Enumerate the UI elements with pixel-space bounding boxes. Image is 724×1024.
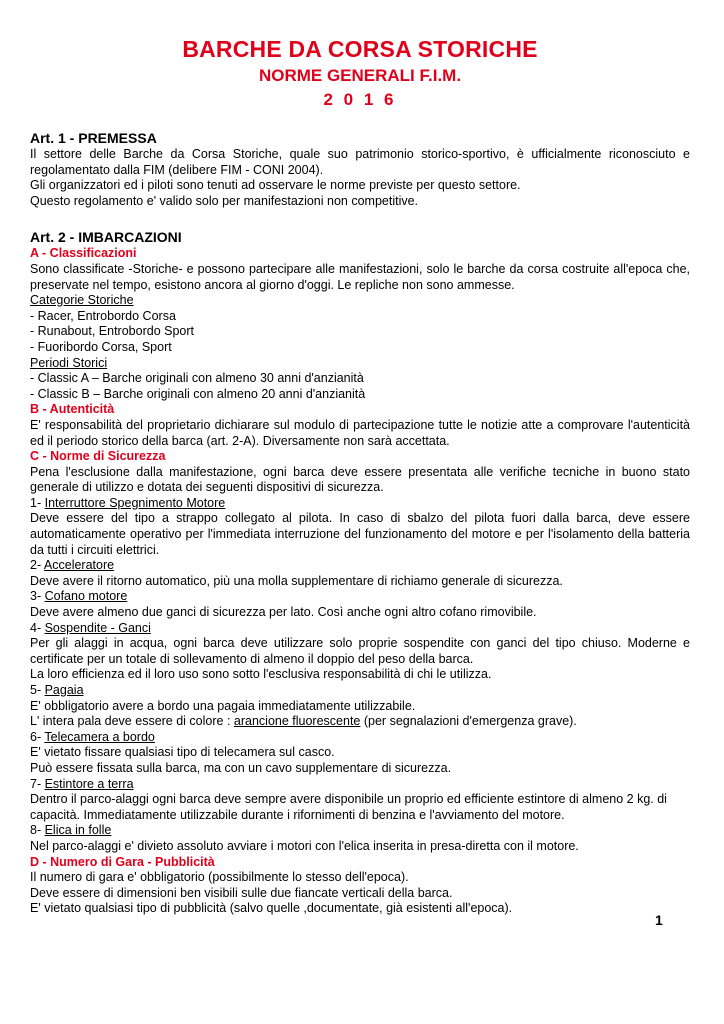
safety-item-title: 8- Elica in folle — [30, 823, 112, 838]
engine-cover-title: Cofano motore — [44, 589, 128, 604]
subsection-a-paragraph: Sono classificate -Storiche- e possono partecipare alle manifestazioni, solo le barche da corsa costruite all'epoca che, preservate nel tempo, esistono ancora al giorno d'oggi. Le repliche non sono ammesse. — [30, 261, 690, 292]
subsection-d-heading: D - Numero di Gara - Pubblicità — [30, 854, 215, 869]
subsection-c-heading: C - Norme di Sicurezza — [30, 449, 166, 464]
onboard-camera-title: Telecamera a bordo — [44, 729, 155, 744]
subsection-d-paragraph: Deve essere di dimensioni ben visibili sulle due fiancate verticali della barca. — [30, 885, 453, 900]
document-title: BARCHE DA CORSA STORICHE — [182, 36, 538, 62]
periods-title: Periodi Storici — [30, 355, 108, 370]
art2-heading: Art. 2 - IMBARCAZIONI — [30, 229, 182, 246]
art1-paragraph: Il settore delle Barche da Corsa Storiche, quale suo patrimonio storico-sportivo, è ufficialmente riconosciuto e regolamentato dalla FIM (delibere FIM - CONI 2004). — [30, 147, 690, 177]
category-item: - Runabout, Entrobordo Sport — [30, 324, 194, 339]
paddle-title: Pagaia — [44, 683, 84, 697]
safety-item-title: 7- Estintore a terra — [30, 776, 134, 791]
subsection-a-heading: A - Classificazioni — [30, 246, 137, 261]
category-item: - Fuoribordo Corsa, Sport — [30, 339, 172, 354]
categories-title: Categorie Storiche — [30, 293, 134, 308]
safety-item-title: 4- Sospendite - Ganci — [30, 620, 151, 635]
safety-item-text: Per gli alaggi in acqua, ogni barca deve utilizzare solo proprie sospendite con ganci del tipo chiuso. Moderne e certificate per un totale di sollevamento di almeno il doppio del peso della barca. — [30, 636, 690, 666]
safety-item-text: E' obbligatorio avere a bordo una pagaia immediatamente utilizzabile. — [30, 698, 416, 713]
safety-item-text: Può essere fissata sulla barca, ma con un cavo supplementare di sicurezza. — [30, 760, 452, 775]
art1-heading: Art. 1 - PREMESSA — [30, 130, 157, 146]
section-art1 — [30, 130, 690, 209]
safety-item-text: La loro efficienza ed il loro uso sono sotto l'esclusiva responsabilità di chi le utilizza. — [30, 667, 492, 682]
safety-item-text: Nel parco-alaggi e' divieto assoluto avviare i motori con l'elica inserita in presa-diretta con il motore. — [30, 838, 579, 853]
safety-item-text: Deve avere il ritorno automatico, più una molla supplementare di richiamo generale di sicurezza. — [30, 573, 563, 588]
safety-item-text: L' intera pala deve essere di colore : arancione fluorescente (per segnalazioni d'emergenza grave). — [30, 714, 577, 729]
safety-item-title: 5- Pagaia — [30, 683, 84, 697]
safety-item-title: 3- Cofano motore — [30, 589, 128, 604]
period-item: - Classic A – Barche originali con almeno 30 anni d'anzianità — [30, 371, 364, 386]
period-item: - Classic B – Barche originali con almeno 20 anni d'anzianità — [30, 386, 366, 401]
page-number: 1 — [655, 912, 663, 928]
subsection-b-paragraph: E' responsabilità del proprietario dichiarare sul modulo di partecipazione tutte le notizie atte a comprovare l'autenticità ed il periodo storico della barca (art. 2-A). Diversamente non sarà accettata. — [30, 417, 690, 448]
subsection-b-heading: B - Autenticità — [30, 402, 115, 417]
category-item: - Racer, Entrobordo Corsa — [30, 308, 176, 323]
safety-item-title: 1- Interruttore Spegnimento Motore — [30, 495, 226, 510]
safety-item-text: Dentro il parco-alaggi ogni barca deve sempre avere disponibile un proprio ed efficiente estintore di almeno 2 kg. di capacità. Immediatamente utilizzabile durante i rifornimenti di benzina e l'avviamento del motore. — [30, 792, 667, 822]
section-art2 — [30, 229, 690, 917]
slings-hooks-title: Sospendite - Ganci — [44, 620, 151, 635]
art1-paragraph: Gli organizzatori ed i piloti sono tenuti ad osservare le norme previste per questo settore. — [30, 178, 521, 193]
fluorescent-orange-text: arancione fluorescente — [233, 714, 361, 729]
document-year: 2 0 1 6 — [323, 90, 397, 109]
subsection-d-paragraph: Il numero di gara e' obbligatorio (possibilmente lo stesso dell'epoca). — [30, 870, 409, 885]
propeller-neutral-title: Elica in folle — [44, 823, 112, 838]
throttle-title: Acceleratore — [43, 558, 115, 573]
safety-item-text: E' vietato fissare qualsiasi tipo di telecamera sul casco. — [30, 745, 335, 760]
subsection-d-paragraph: E' vietato qualsiasi tipo di pubblicità (salvo quelle ,documentate, già esistenti all'epoca). — [30, 901, 513, 916]
document-page — [30, 36, 690, 917]
document-subtitle: NORME GENERALI F.I.M. — [258, 66, 462, 85]
safety-item-title: 2- Acceleratore — [30, 558, 115, 573]
safety-item-text: Deve avere almeno due ganci di sicurezza per lato. Così anche ogni altro cofano rimovibile. — [30, 605, 537, 620]
subsection-c-intro: Pena l'esclusione dalla manifestazione, ogni barca deve essere presentata alle verifiche tecniche in buono stato generale di utilizzo e dotata dei seguenti dispositivi di sicurezza. — [30, 464, 690, 495]
safety-item-title: 6- Telecamera a bordo — [30, 729, 155, 744]
art1-paragraph: Questo regolamento e' valido solo per manifestazioni non competitive. — [30, 193, 419, 208]
kill-switch-title: Interruttore Spegnimento Motore — [44, 495, 226, 510]
extinguisher-title: Estintore a terra — [44, 776, 134, 791]
safety-item-text: Deve essere del tipo a strappo collegato al pilota. In caso di sbalzo del pilota fuori dalla barca, deve essere automaticamente operativo per l'immediata interruzione del funzionamento del motore e per l'isolamento della batteria da tutti i circuiti elettrici. — [30, 511, 690, 557]
